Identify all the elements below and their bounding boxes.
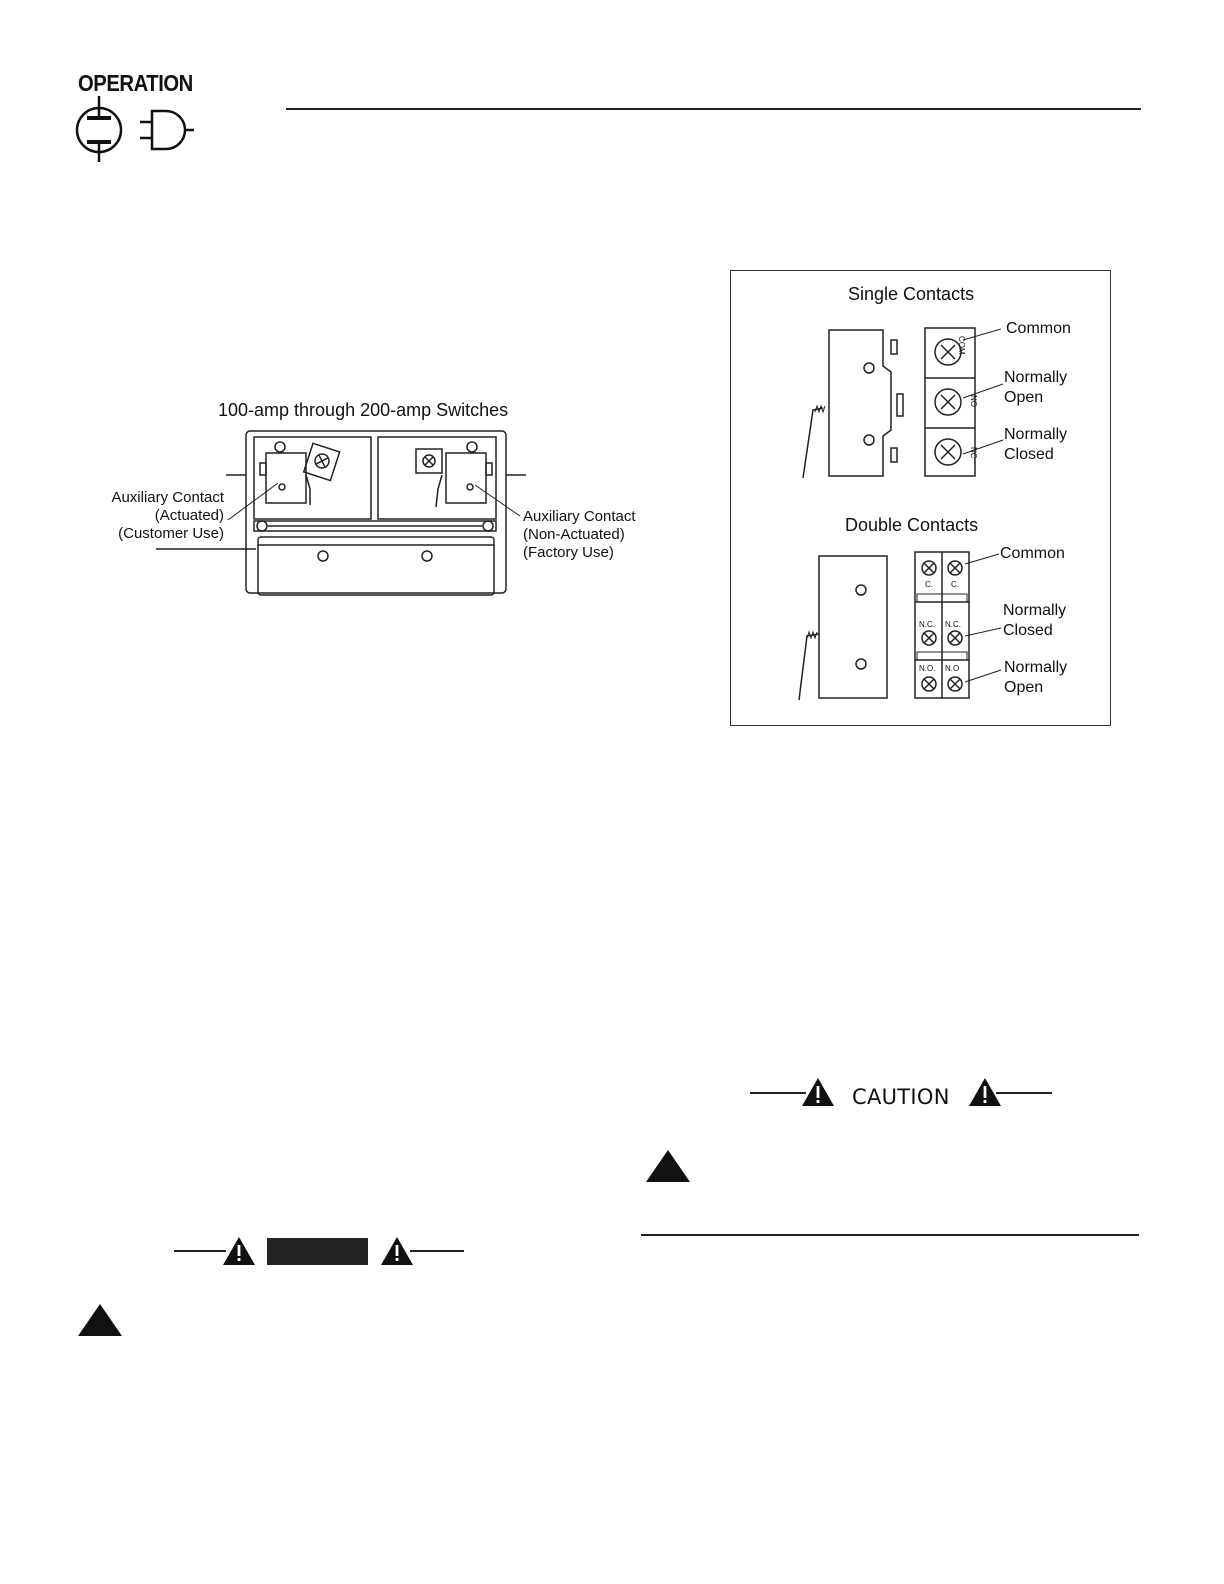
dbl-mark-no-right: N.O xyxy=(945,664,960,673)
right-callout xyxy=(523,508,636,562)
double-label-normally-1: Normally xyxy=(1003,602,1067,619)
terminal-mark-com: COM xyxy=(957,336,966,355)
left-callout-line-3: (Customer Use) xyxy=(118,525,224,542)
single-label-open: Open xyxy=(1004,389,1044,406)
header-rule xyxy=(286,108,1141,110)
single-label-common: Common xyxy=(1006,320,1071,337)
caution-triangle-icon xyxy=(646,1148,692,1184)
section-icons xyxy=(74,96,199,164)
dbl-mark-nc-left: N.C. xyxy=(919,620,935,629)
caution-word: CAUTION xyxy=(852,1085,950,1109)
switch-figure-title: 100-amp through 200-amp Switches xyxy=(218,400,509,420)
dbl-mark-nc-right: N.C. xyxy=(945,620,961,629)
caution-rule xyxy=(641,1234,1139,1236)
double-label-normally-2: Normally xyxy=(1004,659,1068,676)
double-contacts-title: Double Contacts xyxy=(845,515,979,535)
plug-icon xyxy=(140,111,194,149)
dbl-mark-c-right: C. xyxy=(951,580,959,589)
generator-icon xyxy=(77,96,121,162)
double-label-open: Open xyxy=(1004,679,1044,696)
terminal-mark-no: NO xyxy=(969,395,978,407)
single-label-normally-2: Normally xyxy=(1004,426,1068,443)
dbl-mark-no-left: N.O. xyxy=(919,664,936,673)
double-contacts-drawing xyxy=(795,548,1005,708)
left-callout-line-2: (Actuated) xyxy=(154,507,224,524)
caution-warning-icon-left xyxy=(802,1078,834,1106)
single-label-normally-1: Normally xyxy=(1004,369,1068,386)
double-label-closed: Closed xyxy=(1003,622,1053,639)
double-label-common: Common xyxy=(1000,545,1065,562)
terminal-mark-nc: NC xyxy=(969,447,978,459)
danger-warning-icon-left xyxy=(223,1237,255,1265)
left-callout-line-1: Auxiliary Contact xyxy=(111,489,224,506)
right-callout-line-3: (Factory Use) xyxy=(523,544,614,561)
danger-label-block xyxy=(267,1238,368,1265)
single-label-closed: Closed xyxy=(1004,446,1054,463)
section-title: OPERATION xyxy=(78,70,193,96)
right-callout-line-2: (Non-Actuated) xyxy=(523,526,625,543)
danger-warning-icon-right xyxy=(381,1237,413,1265)
dbl-mark-c-left: C. xyxy=(925,580,933,589)
left-callout xyxy=(80,489,224,543)
single-contacts-title: Single Contacts xyxy=(848,284,975,304)
danger-triangle-icon xyxy=(78,1302,124,1338)
right-callout-line-1: Auxiliary Contact xyxy=(523,508,636,525)
